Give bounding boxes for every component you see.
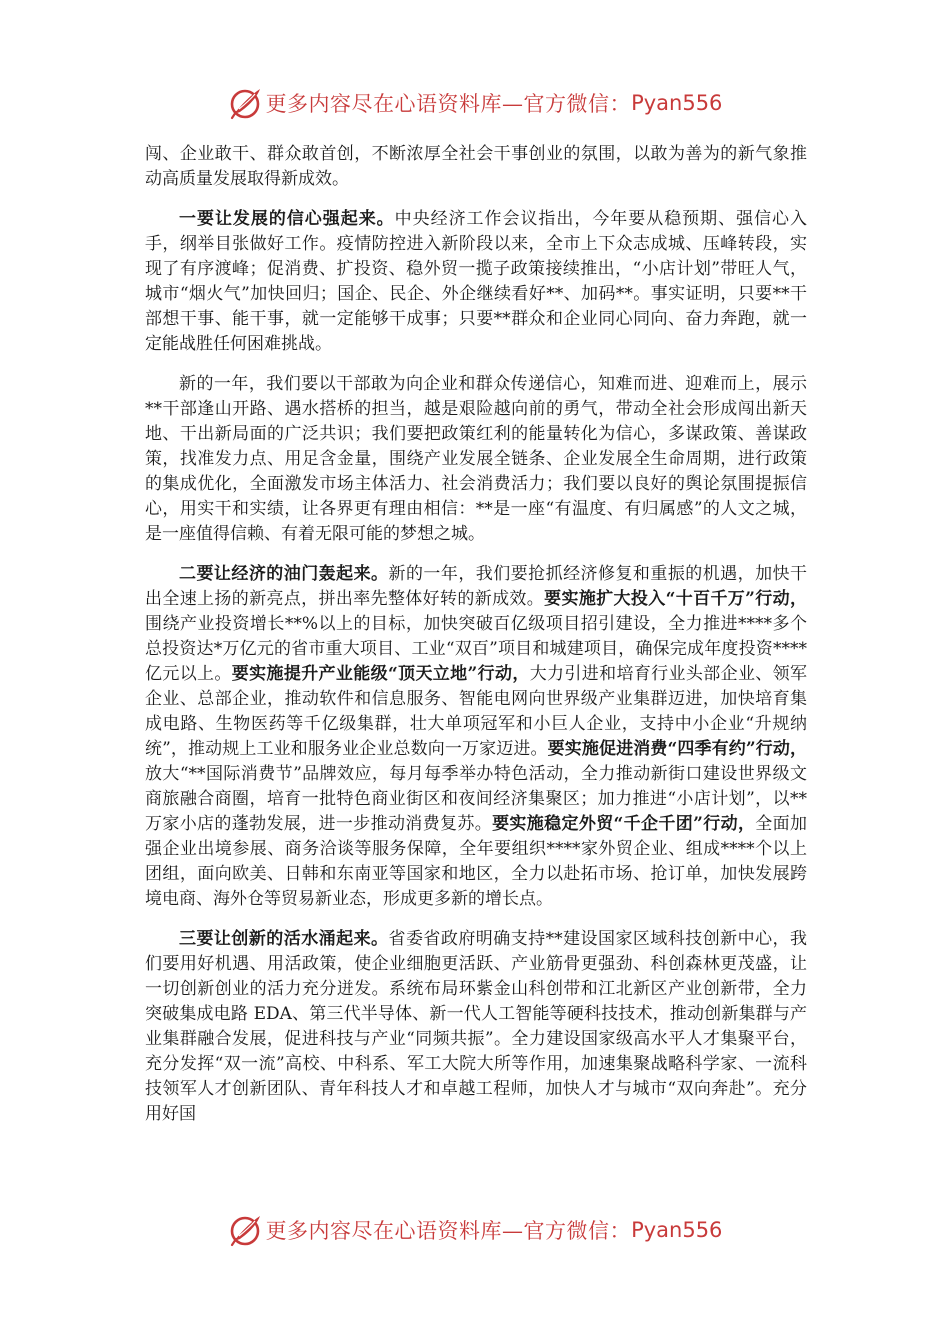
paragraph-text: 闯、企业敢干、群众敢首创，不断浓厚全社会干事创业的氛围，以敢为善为的新气象推动高质量发展取得新成效。 [145, 144, 807, 189]
body-paragraph [145, 927, 807, 1127]
bold-heading-text: 要实施促进消费“四季有约”行动， [547, 739, 807, 759]
paragraph-text: 中央经济工作会议指出，今年要从稳预期、强信心入手，纲举目张做好工作。疫情防控进入新阶段以来，全市上下众志成城、压峰转段，实现了有序渡峰；促消费、扩投资、稳外贸一揽子政策接续推出，“小店计划”带旺人气，城市“烟火气”加快回归；国企、民企、外企继续看好**、加码**。事实证明，只要**干部想干事、能干事，就一定能够干成事；只要**群众和企业同心同向、奋力奔跑，就一定能战胜任何困难挑战。 [145, 209, 808, 354]
quill-logo-icon [228, 1212, 264, 1248]
header-banner [0, 83, 950, 123]
quill-logo-icon [228, 85, 264, 121]
document-body [145, 142, 807, 1142]
paragraph-text: 大力引进和培育行业头部企业、领军企业、总部企业，推动软件和信息服务、智能电网向世界级产业集群迈进，加快培育集成电路、生物医药等千亿级集群，壮大单项冠军和小巨人企业，支持中小企业“升规纳统”，推动规上工业和服务业企业总数向一万家迈进。 [145, 664, 808, 759]
bold-heading-text: 二要让经济的油门轰起来。 [179, 564, 389, 584]
body-paragraph [145, 142, 807, 192]
body-paragraph [145, 207, 807, 357]
paragraph-text: 省委省政府明确支持**建设国家区域科技创新中心，我们要用好机遇、用活政策，使企业细胞更活跃、产业筋骨更强劲、科创森林更茂盛，让一切创新创业的活力充分迸发。系统布局环紫金山科创带和江北新区产业创新带，全力突破集成电路 EDA、第三代半导体、新一代人工智能等硬科技技术，推动创新集群与产业集群融合发展，促进科技与产业“同频共振”。全力建设国家级高水平人才集聚平台，充分发挥“双一流”高校、中科系、军工大院大所等作用，加速集聚战略科学家、一流科技领军人才创新团队、青年科技人才和卓越工程师，加快人才与城市“双向奔赴”。充分用好国 [145, 929, 808, 1124]
paragraph-text: 新的一年，我们要以干部敢为向企业和群众传递信心，知难而进、迎难而上，展示**干部逢山开路、遇水搭桥的担当，越是艰险越向前的勇气，带动全社会形成闯出新天地、干出新局面的广泛共识；我们要把政策红利的能量转化为信心，多谋政策、善谋政策，找准发力点、用足含金量，围绕产业发展全链条、企业发展全生命周期，进行政策的集成优化，全面激发市场主体活力、社会消费活力；我们要以良好的舆论氛围提振信心，用实干和实绩，让各界更有理由相信：**是一座“有温度、有归属感”的人文之城，是一座值得信赖、有着无限可能的梦想之城。 [145, 374, 807, 544]
bold-heading-text: 三要让创新的活水涌起来。 [179, 929, 389, 949]
bold-heading-text: 要实施稳定外贸“千企千团”行动， [492, 814, 756, 834]
banner-text: 更多内容尽在心语资料库—官方微信： [265, 92, 632, 116]
banner-wechat-id: Pyan556 [631, 1218, 723, 1242]
bold-heading-text: 要实施扩大投入“十百千万”行动， [544, 589, 808, 609]
paragraph-text: 全面加强企业出境参展、商务洽谈等服务保障，全年要组织****家外贸企业、组成****个以上团组，面向欧美、日韩和东南亚等国家和地区，全力以赴拓市场、抢订单，加快发展跨境电商、海外仓等贸易新业态，形成更多新的增长点。 [145, 814, 808, 909]
bold-heading-text: 一要让发展的信心强起来。 [179, 209, 395, 229]
paragraph-text: 围绕产业投资增长**%以上的目标，加快突破百亿级项目招引建设，全力推进****多个总投资达*万亿元的省市重大项目、工业“双百”项目和城建项目，确保完成年度投资****亿元以上。 [145, 614, 807, 684]
banner-text: 更多内容尽在心语资料库—官方微信： [265, 1219, 632, 1243]
paragraph-text: 新的一年，我们要抢抓经济修复和重振的机遇，加快干出全速上扬的新亮点，拼出率先整体好转的新成效。 [145, 564, 808, 609]
banner-wechat-id: Pyan556 [631, 91, 723, 115]
bold-heading-text: 要实施提升产业能级“顶天立地”行动， [231, 664, 530, 684]
paragraph-text: 放大“**国际消费节”品牌效应，每月每季举办特色活动，全力推动新街口建设世界级文商旅融合商圈，培育一批特色商业街区和夜间经济集聚区；加力推进“小店计划”，以**万家小店的蓬勃发展，进一步推动消费复苏。 [145, 764, 807, 834]
footer-banner [0, 1210, 950, 1250]
body-paragraph [145, 562, 807, 912]
body-paragraph [145, 372, 807, 547]
